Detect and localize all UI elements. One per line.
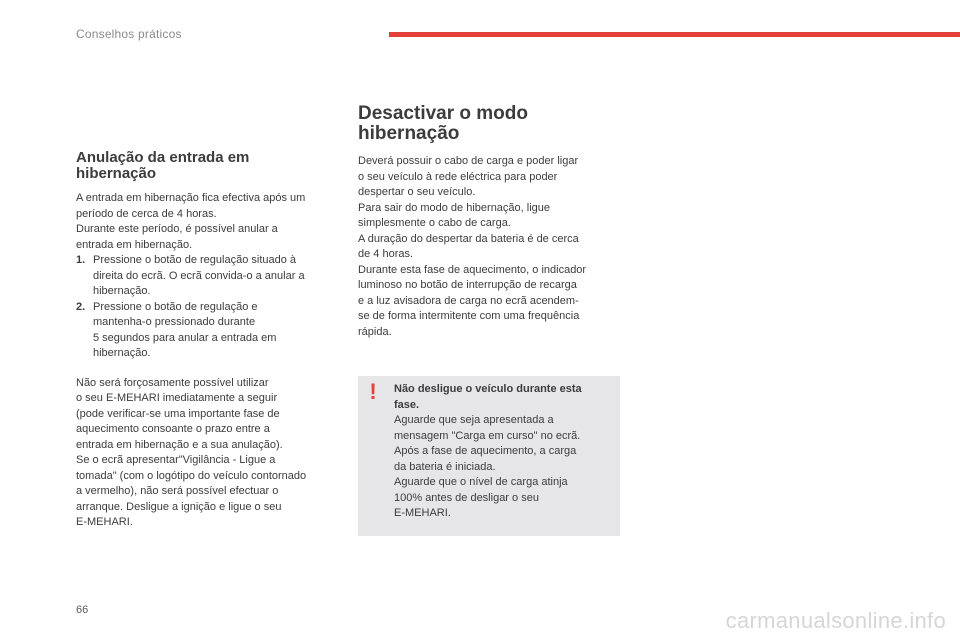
step-number: 2. xyxy=(76,300,86,313)
warning-body: Aguarde que seja apresentada a mensagem "Carga em curso" no ecrã. Após a fase de aquecimento, a carga da bateria é iniciada. Aguarde que o nível de carga atinja 100% antes de desligar o seu E-MEHARI. xyxy=(394,414,581,519)
left-column xyxy=(76,150,338,531)
left-note: Não será forçosamente possível utilizar o seu E-MEHARI imediatamente a seguir (pode verificar-se uma importante fase de aquecimento consoante o prazo entre a entrada em hibernação e a sua anulação). Se o ecrã apresentar"Vigilância - Ligue a tomada" (com o logótipo do veículo contornado a vermelho), não será possível efectuar o arranque. Desligue a ignição e ligue o seu E-MEHARI. xyxy=(76,376,307,528)
section-header: Conselhos práticos xyxy=(76,27,182,41)
step-item: 1. Pressione o botão de regulação situado à direita do ecrã. O ecrã convida-o a anular a hibernação. xyxy=(76,254,305,297)
right-column xyxy=(358,104,620,340)
steps-list xyxy=(76,253,338,362)
step-item: 2. Pressione o botão de regulação e mantenha-o pressionado durante 5 segundos para anular a entrada em hibernação. xyxy=(76,300,277,359)
right-heading-line1: Desactivar o modo xyxy=(358,103,528,124)
right-heading xyxy=(358,104,620,144)
page-number: 66 xyxy=(76,604,89,616)
watermark: carmanualsonline.info xyxy=(725,608,946,633)
right-heading-line2: hibernação xyxy=(358,123,460,144)
step-number: 1. xyxy=(76,254,86,266)
header-accent-bar xyxy=(389,32,960,37)
warning-icon: ! xyxy=(369,379,377,404)
left-heading-line2: hibernação xyxy=(76,165,157,182)
right-body: Deverá possuir o cabo de carga e poder ligar o seu veículo à rede eléctrica para poder despertar o seu veículo. Para sair do modo de hibernação, ligue simplesmente o cabo de carga. A duração do despertar da bateria é de cerca de 4 horas. Durante esta fase de aquecimento, o indicador luminoso no botão de interrupção de recarga e a luz avisadora de carga no ecrã acendem- se de forma intermitente com uma frequência rápida. xyxy=(358,155,587,338)
warning-text xyxy=(394,382,612,522)
left-heading-line1: Anulação da entrada em xyxy=(76,149,250,166)
left-intro: A entrada em hibernação fica efectiva após um período de cerca de 4 horas. Durante este período, é possível anular a entrada em hibernação. xyxy=(76,192,306,251)
left-heading xyxy=(76,150,338,182)
warning-heading: Não desligue o veículo durante esta fase. xyxy=(394,383,582,411)
